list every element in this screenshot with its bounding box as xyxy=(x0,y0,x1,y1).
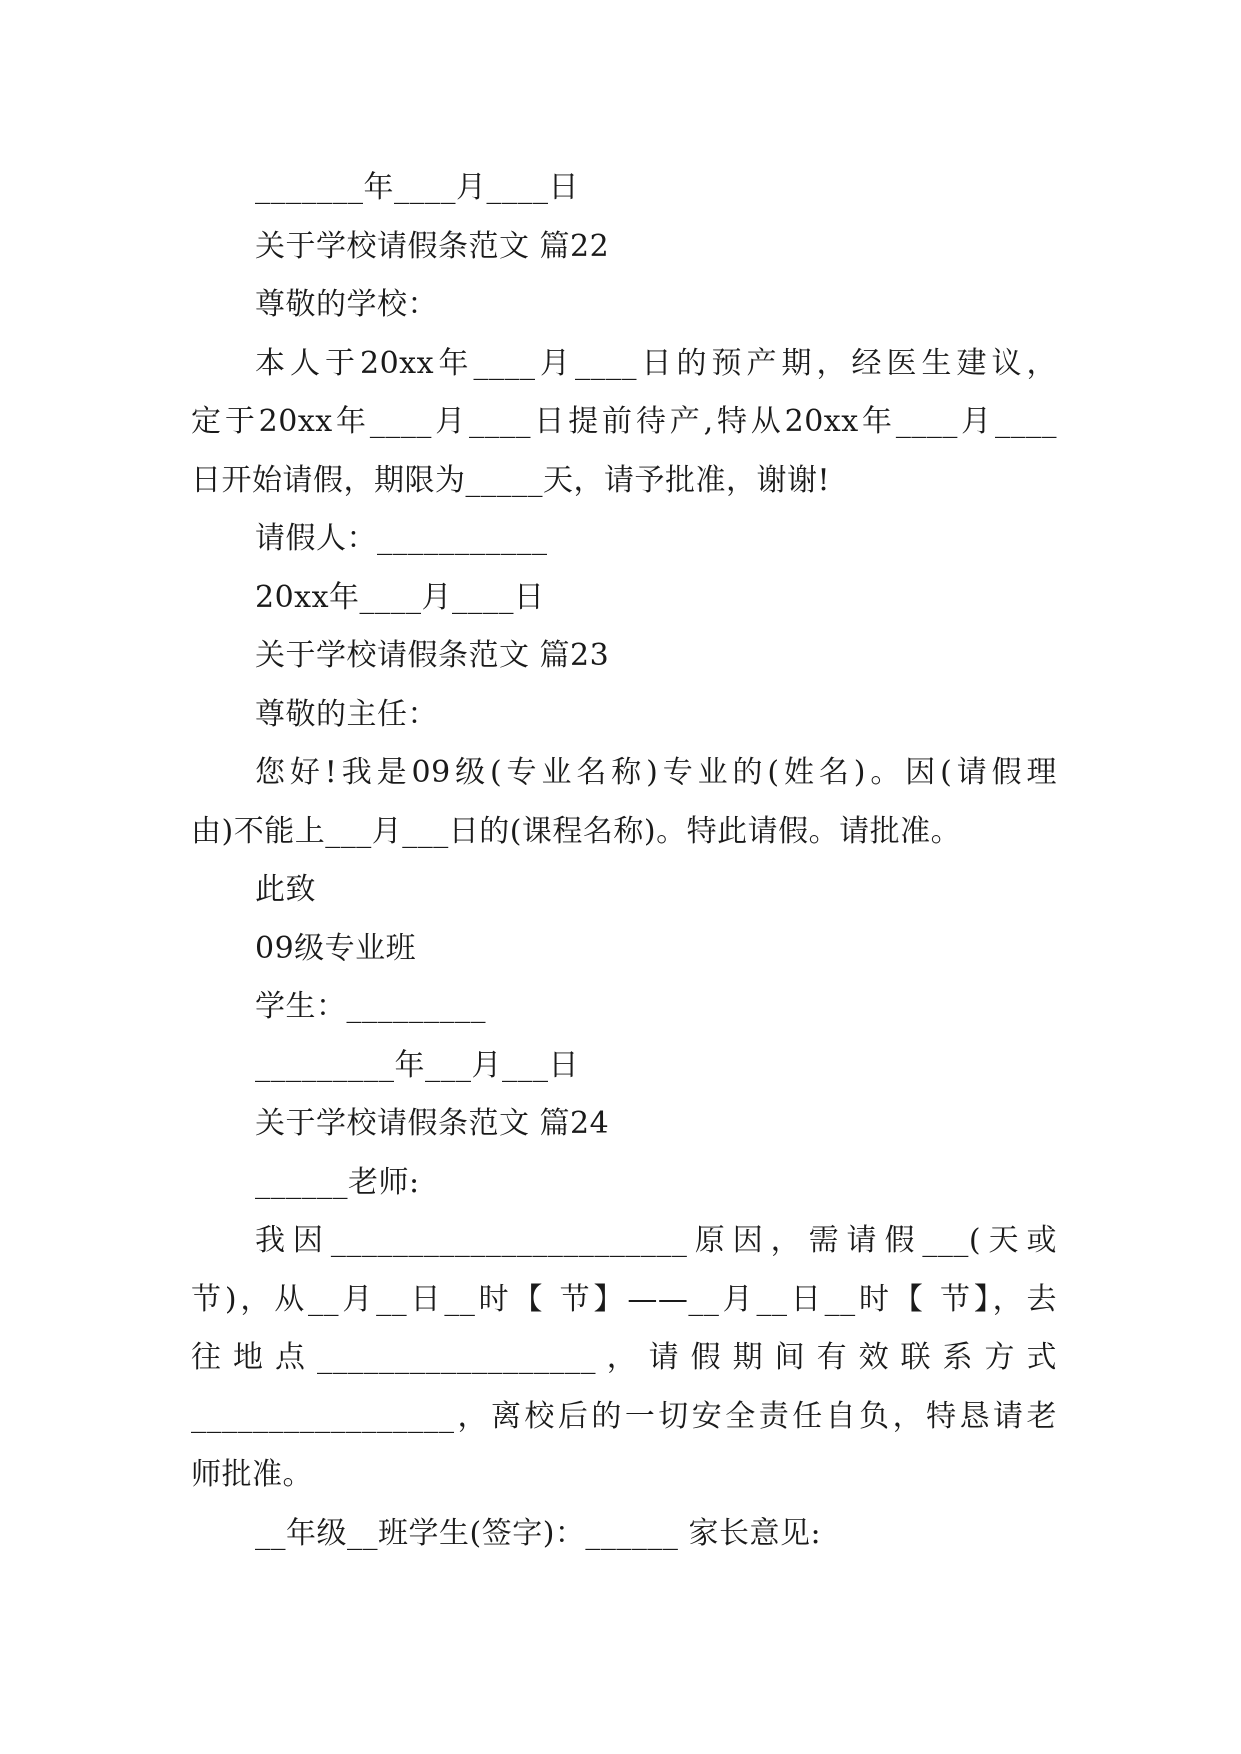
student-line: 学生：_________ xyxy=(255,989,486,1024)
signature-line: __年级__班学生(签字)：______ 家长意见: xyxy=(255,1515,822,1551)
paragraph-24-line-4: _________________，离校后的一切安全责任自负，特恳请老 xyxy=(191,1398,1057,1434)
paragraph-24-line-3: 往 地 点 __________________ ， 请 假 期 间 有 效 联 系 方 式 xyxy=(191,1340,1057,1375)
paragraph-24-line-2: 节)，从__月__日__时【 节】——__月__日__时【 节】，去 xyxy=(191,1281,1057,1317)
salutation-teacher: ______老师: xyxy=(255,1164,420,1200)
document-body xyxy=(191,159,1057,1563)
salutation-director: 尊敬的主任： xyxy=(255,696,438,732)
applicant-line: 请假人：___________ xyxy=(255,521,548,556)
date-line-3: _________年___月___日 xyxy=(255,1047,579,1083)
paragraph-22-line-1: 本人于20xx年____月____日的预产期，经医生建议， xyxy=(255,345,1057,381)
paragraph-23-line-2: 由)不能上___月___日的(课程名称)。特此请假。请批准。 xyxy=(191,813,962,849)
section-heading-24: 关于学校请假条范文 篇24 xyxy=(255,1106,610,1141)
date-line-2: 20xx年____月____日 xyxy=(255,579,545,615)
salutation-school: 尊敬的学校： xyxy=(255,287,438,322)
paragraph-22-line-3: 日开始请假，期限为_____天，请予批准，谢谢! xyxy=(191,462,831,498)
class-line: 09级专业班 xyxy=(255,930,417,966)
paragraph-23-line-1: 您好!我是09级(专业名称)专业的(姓名)。因(请假理 xyxy=(255,755,1057,790)
paragraph-24-line-1: 我因_______________________原因，需请假___(天或 xyxy=(255,1223,1057,1258)
section-heading-23: 关于学校请假条范文 篇23 xyxy=(255,638,610,673)
closing-line: 此致 xyxy=(255,872,316,907)
paragraph-24-line-5: 师批准。 xyxy=(191,1457,313,1492)
section-heading-22: 关于学校请假条范文 篇22 xyxy=(255,228,610,264)
paragraph-22-line-2: 定于20xx年____月____日提前待产,特从20xx年____月____ xyxy=(191,404,1057,439)
date-line-1: _______年____月____日 xyxy=(255,170,579,205)
